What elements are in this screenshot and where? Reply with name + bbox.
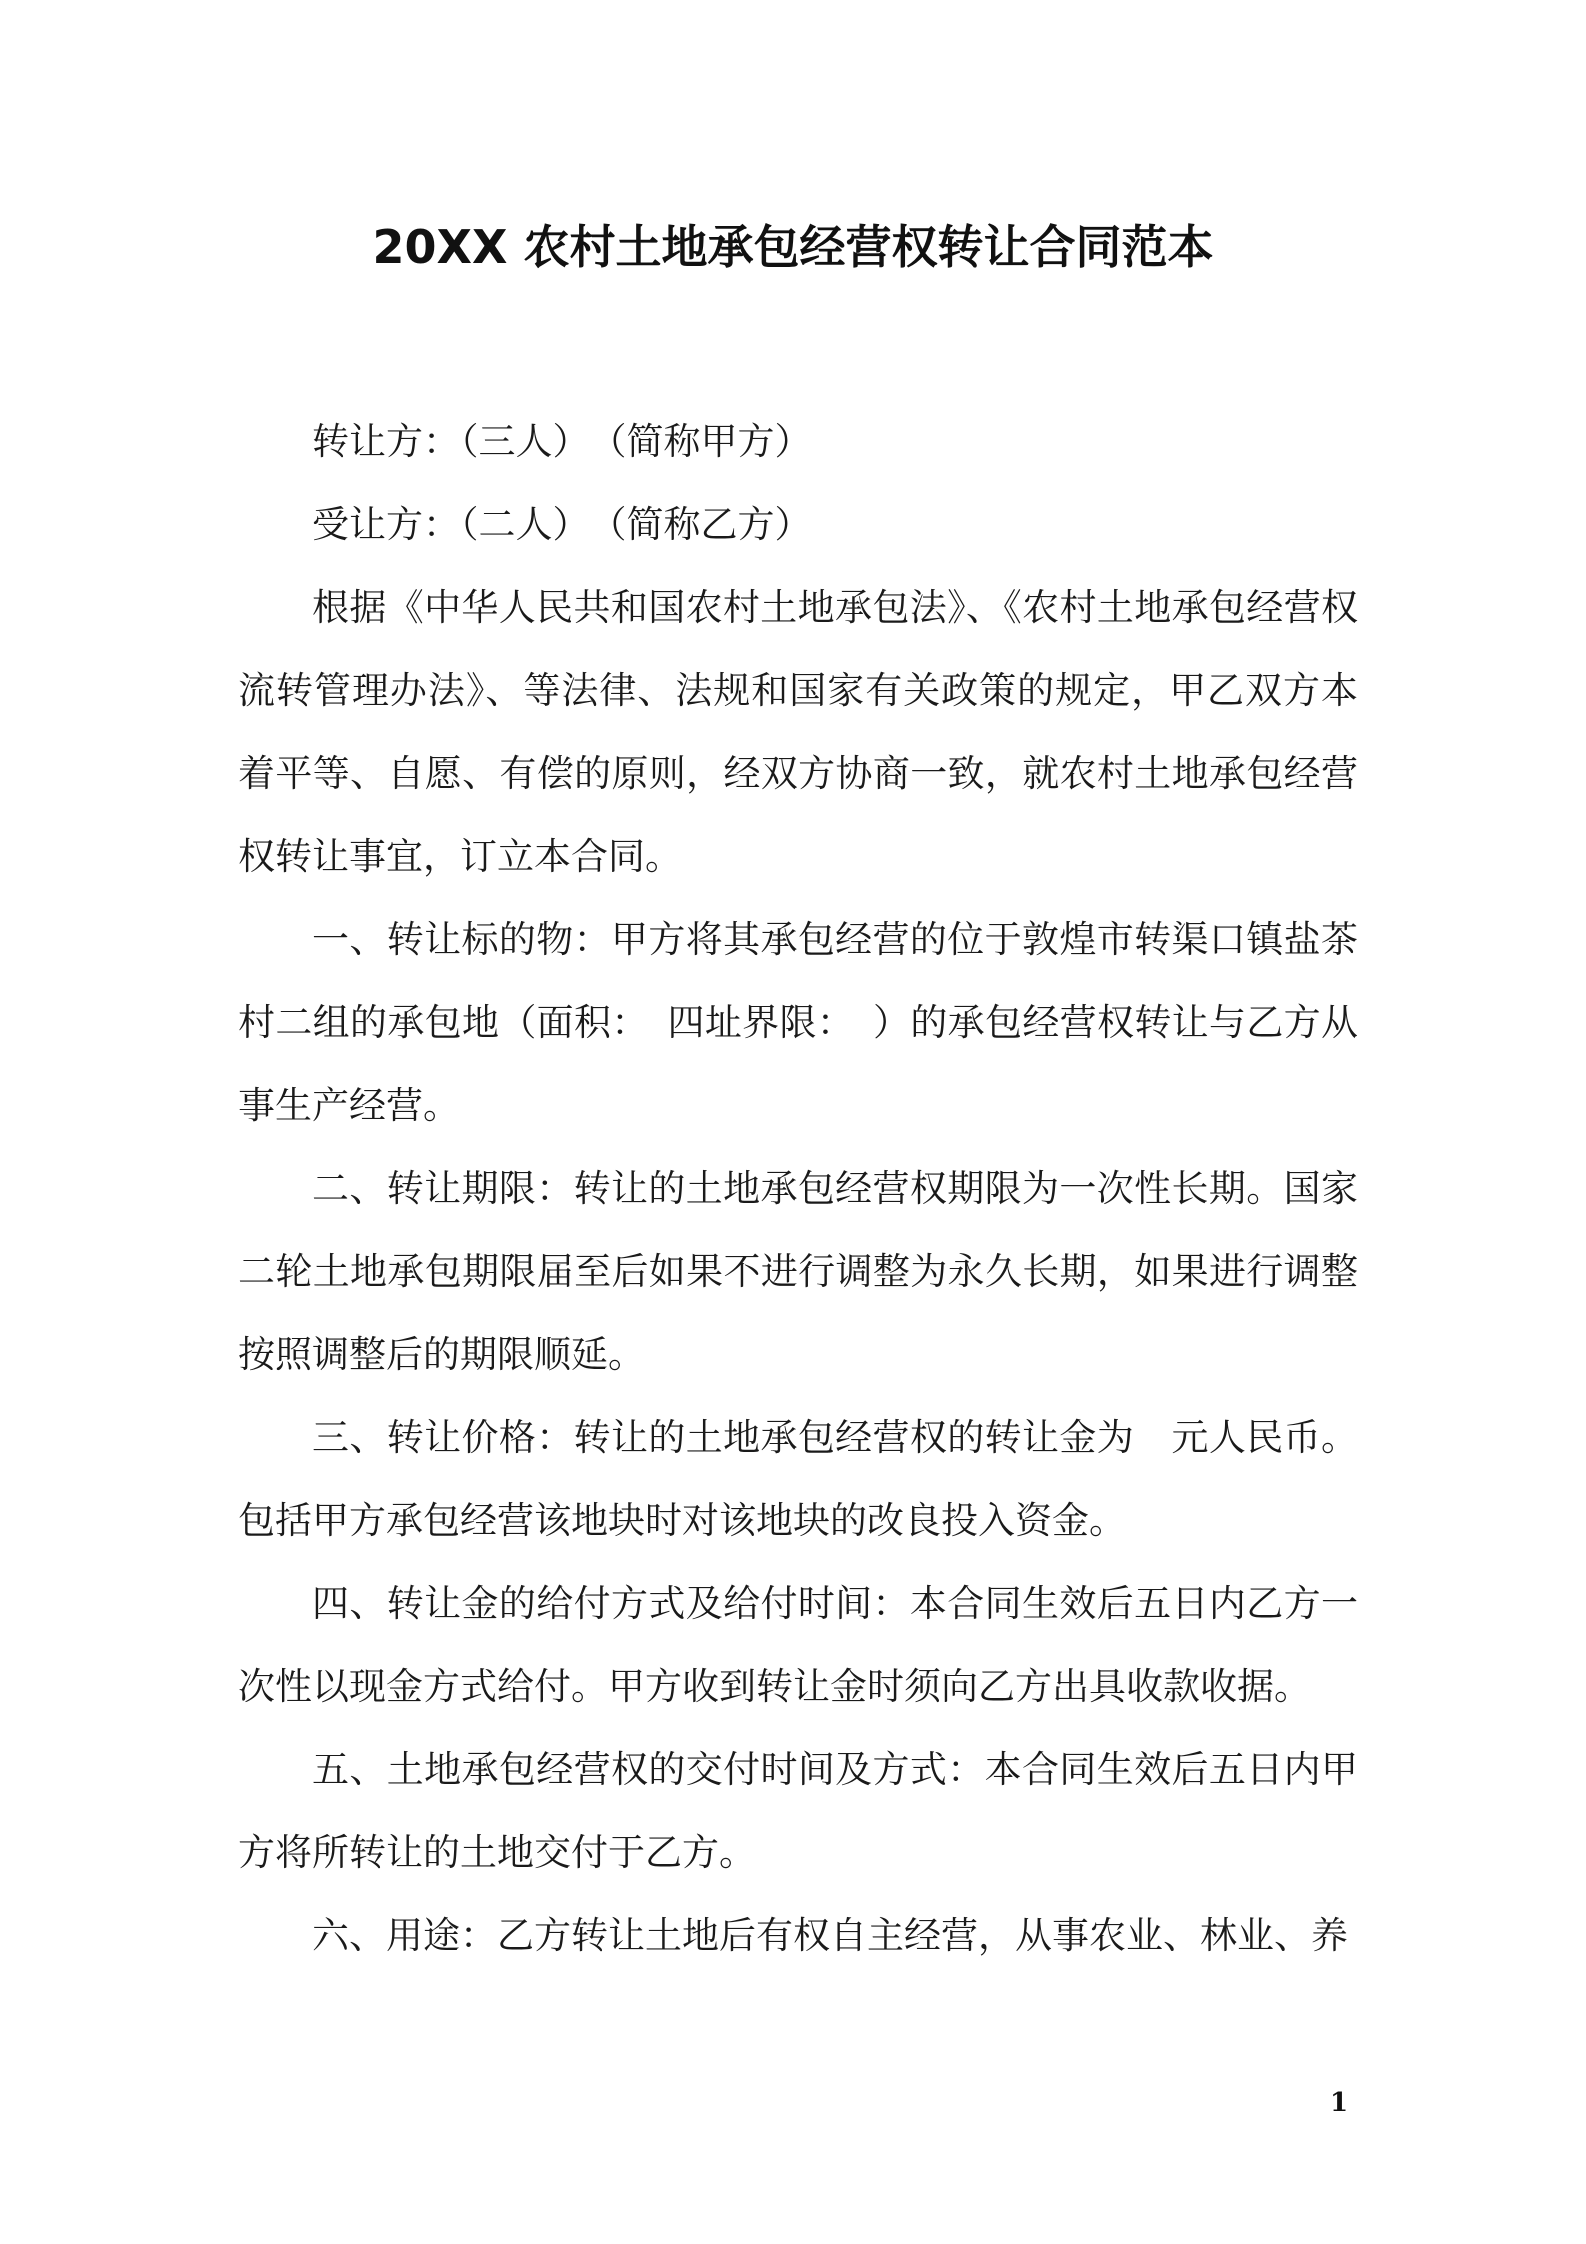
document-body [238, 400, 1358, 1977]
clause-6-usage: 六、用途：乙方转让土地后有权自主经营，从事农业、林业、养 [312, 1914, 1348, 1957]
page-number: 1 [1330, 2088, 1349, 2118]
clause-1-subject: 一、转让标的物：甲方将其承包经营的位于敦煌市转渠口镇盐茶村二组的承包地（面积： 四址界限： ）的承包经营权转让与乙方从事生产经营。 [238, 918, 1358, 1127]
clause-4-payment: 四、转让金的给付方式及给付时间：本合同生效后五日内乙方一次性以现金方式给付。甲方收到转让金时须向乙方出具收款收据。 [238, 1582, 1358, 1708]
document-title: 20XX 农村土地承包经营权转让合同范本 [372, 220, 1214, 274]
transferee-line: 受让方：（二人） （简称乙方） [312, 503, 812, 546]
preamble-paragraph: 根据《中华人民共和国农村土地承包法》、《农村土地承包经营权流转管理办法》、等法律、法规和国家有关政策的规定，甲乙双方本着平等、自愿、有偿的原则，经双方协商一致，就农村土地承包经营权转让事宜，订立本合同。 [238, 586, 1358, 878]
clause-5-delivery: 五、土地承包经营权的交付时间及方式：本合同生效后五日内甲方将所转让的土地交付于乙方。 [238, 1748, 1358, 1874]
transferor-line: 转让方：（三人） （简称甲方） [312, 420, 812, 463]
clause-2-term: 二、转让期限：转让的土地承包经营权期限为一次性长期。国家二轮土地承包期限届至后如果不进行调整为永久长期，如果进行调整按照调整后的期限顺延。 [238, 1167, 1358, 1376]
clause-3-price: 三、转让价格：转让的土地承包经营权的转让金为 元人民币。包括甲方承包经营该地块时对该地块的改良投入资金。 [238, 1416, 1358, 1542]
